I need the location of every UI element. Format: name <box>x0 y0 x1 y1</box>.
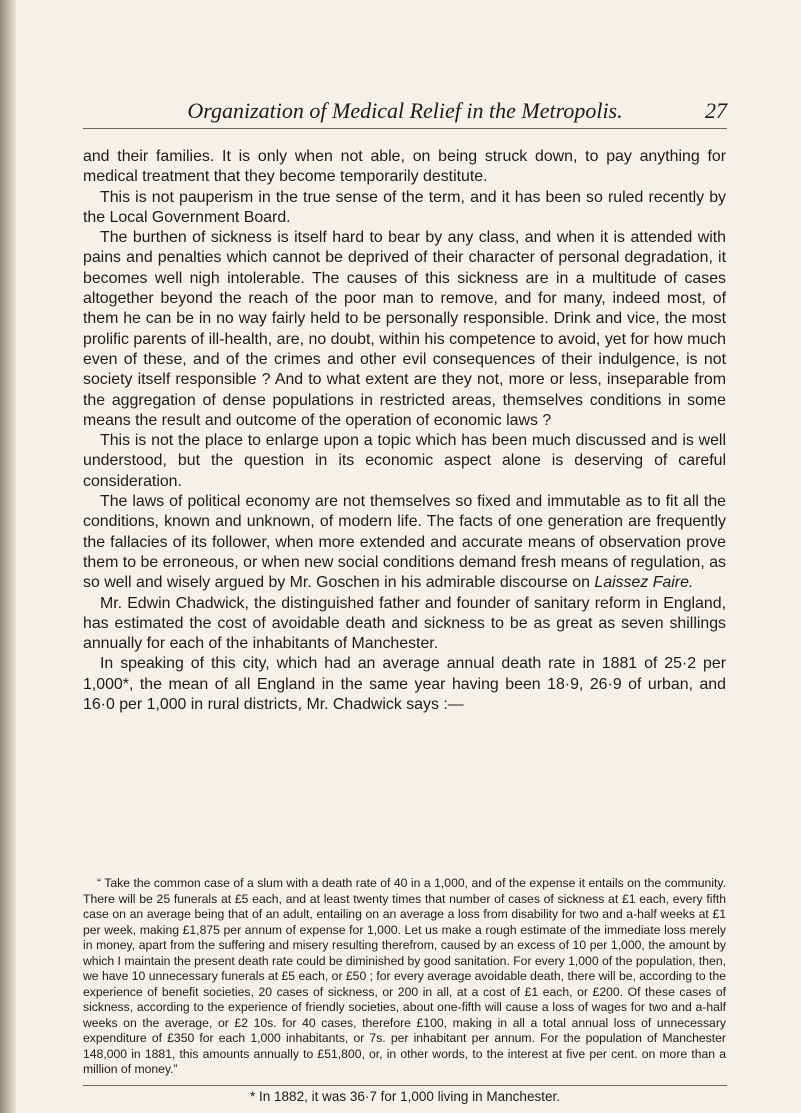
footnote-rule <box>83 1085 727 1086</box>
paragraph: and their families. It is only when not able, on being struck down, to pay anything for medical treatment that they become temporarily destitute. <box>83 148 726 186</box>
running-header <box>83 98 727 128</box>
body-text <box>83 147 726 715</box>
page-number: 27 <box>705 98 727 123</box>
chadwick-quotation <box>83 876 726 1078</box>
paragraph-text: The laws of political economy are not themselves so fixed and immutable as to fit all the conditions, known and unknown, of modern life. The facts of one generation are frequently the fallacies of its follower, when more extended and accurate means of observation prove them to be erroneous, or when new social conditions demand fresh means of regulation, as so well and wisely argued by Mr. Goschen in his admirable discourse on <box>83 493 726 592</box>
book-spine-shadow <box>0 0 16 1113</box>
quotation-text: “ Take the common case of a slum with a death rate of 40 in a 1,000, and of the expense it entails on the community. There will be 25 funerals at £5 each, and at least twenty times that number of cases of sickness at £1 each, every fifth case on an average being that of an adult, entailing on an average a loss from disability for two and a-half weeks at £1 per week, making £1,875 per annum of expense for 1,000. Let us make a rough estimate of the immediate loss merely in money, apart from the suffering and misery resulting therefrom, caused by an excess of 10 per 1,000, the amount by which I maintain the present death rate could be diminished by good sanitation. For every 1,000 of the population, then, we have 10 unnecessary funerals at £5 each, or £50 ; for every average avoidable death, there will be, according to the experience of benefit societies, 20 cases of sickness, or 200 in all, at a cost of £1 each, or £200. Of these cases of sickness, according to the experience of friendly societies, about one-fifth will cause a loss of wages for two and a-half weeks on the average, or £2 10s. for 40 cases, therefore £100, making in all a total annual loss of unnecessary expenditure of £350 for each 1,000 inhabitants, or 7s. per inhabitant per annum. For the population of Manchester 148,000 in 1881, this amounts annually to £51,800, or, in other words, to the interest at five per cent. on more than a million of money.” <box>83 876 726 1076</box>
laissez-faire-title: Laissez Faire. <box>594 574 694 592</box>
paragraph: This is not pauperism in the true sense of the term, and it has been so ruled recently by the Local Government Board. <box>83 188 726 226</box>
paragraph <box>83 492 726 593</box>
paragraph: Mr. Edwin Chadwick, the distinguished father and founder of sanitary reform in England, has estimated the cost of avoidable death and sickness to be as great as seven shillings annually for each of the inhabitants of Manchester. <box>83 594 726 653</box>
footnote: * In 1882, it was 36·7 for 1,000 living in Manchester. <box>250 1089 560 1104</box>
paragraph: The burthen of sickness is itself hard to bear by any class, and when it is attended with pains and penalties which cannot be deprived of their character of personal degradation, it becomes well nigh intolerable. The causes of this sickness are in a multitude of cases altogether beyond the reach of the poor man to remove, and for many, indeed most, of them he can be in no way fairly held to be personally responsible. Drink and vice, the most prolific parents of ill-health, are, no doubt, within his competence to avoid, yet for how much even of these, and of the crimes and other evil consequences of their indulgence, is not society itself responsible ? And to what extent are they not, more or less, inseparable from the aggregation of dense populations in restricted areas, themselves conditions in some means the result and outcome of the operation of economic laws ? <box>83 229 726 429</box>
running-title: Organization of Medical Relief in the Metropolis. <box>187 98 623 123</box>
header-rule <box>83 128 727 129</box>
paragraph: This is not the place to enlarge upon a topic which has been much discussed and is well understood, but the question in its economic aspect alone is deserving of careful consideration. <box>83 432 726 490</box>
paragraph: In speaking of this city, which had an average annual death rate in 1881 of 25·2 per 1,000*, the mean of all England in the same year having been 18·9, 26·9 of urban, and 16·0 per 1,000 in rural districts, Mr. Chadwick says :— <box>83 655 726 714</box>
